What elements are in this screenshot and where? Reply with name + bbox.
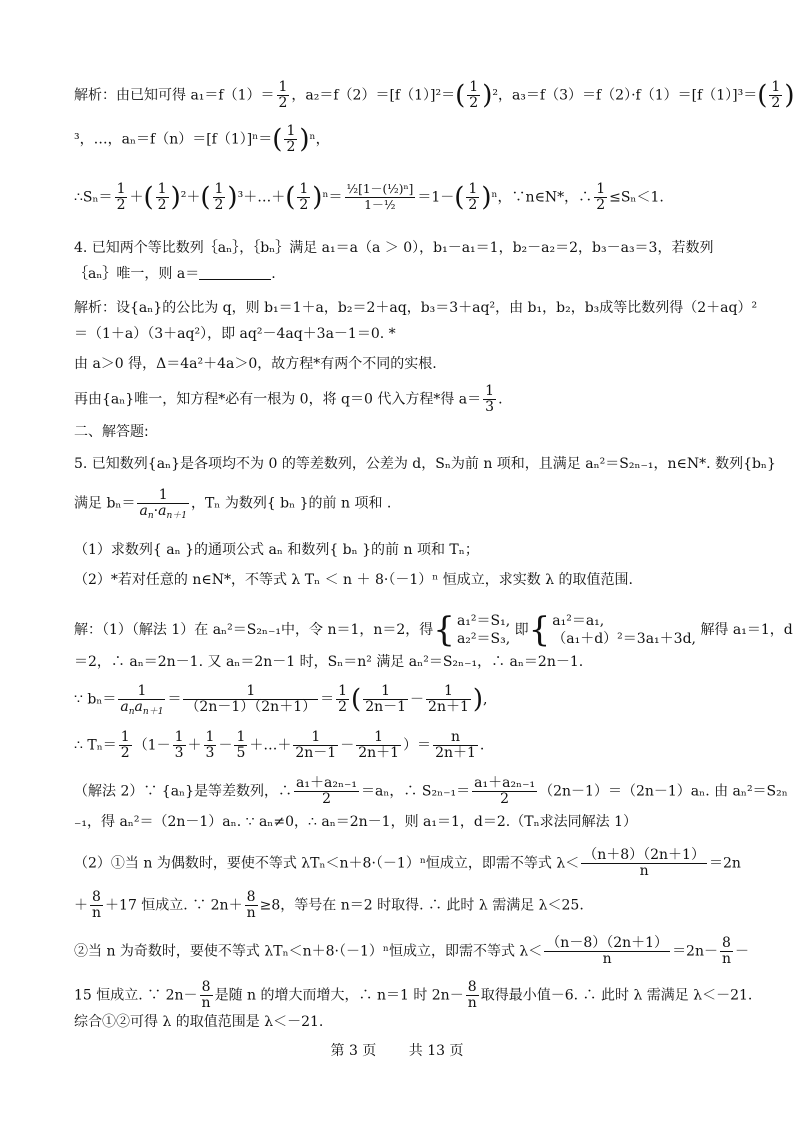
fraction-half: $\frac{1}{2}$ xyxy=(278,79,288,111)
q5-part2-even-line-1: （2）①当 n 为偶数时，要使不等式 λTₙ＜n＋8·（－1）ⁿ恒成立，即需不等式 λ＜ $\frac{(n+8)(2n+1)}{n}$ ＝2n xyxy=(74,847,741,879)
q4-solution-line-2: ＝（1＋a）（3＋aq²），即 aq²－4aq＋3a－1＝0. * xyxy=(74,326,396,342)
q5-solution-line-1: 解：（1）（解法 1）在 aₙ²＝S₂ₙ₋₁中，令 n＝1，n＝2，得{ a₁²＝S₁, a₂²＝S₃, 即{ a₁²＝a₁, （a₁＋d）²＝3a₁＋3d, 解得 a₁＝1，d xyxy=(74,610,793,650)
q4-solution-line-4: 再由{aₙ}唯一，知方程*必有一根为 0，将 q＝0 代入方程*得 a＝ $\frac{1}{3}$ . xyxy=(74,383,503,415)
q5-part2-odd-line-2: 15 恒成立. ∵ 2n－ $\frac{8}{n}$ 是随 n 的增大而增大，∴ n＝1 时 2n－ $\frac{8}{n}$ 取得最小值－6. ∴ 此时 λ 需满足 λ＜－21. xyxy=(74,979,753,1011)
section-heading: 二、解答题: xyxy=(74,424,149,440)
bn-fraction: $\frac{1}{a_n\cdot a_{n+1}}$ xyxy=(139,487,187,521)
q5-conclusion: 综合①②可得 λ 的取值范围是 λ＜－21. xyxy=(74,1014,324,1030)
q5-stem-line-2: 满足 bₙ＝ $\frac{1}{a_n\cdot a_{n+1}}$ ，Tₙ 为数列{ bₙ }的前 n 项和 . xyxy=(74,487,392,521)
equation-system-2: a₁²＝a₁, （a₁＋d）²＝3a₁＋3d, xyxy=(552,613,696,647)
q5-solution-line-2: ＝2，∴ aₙ＝2n－1. 又 aₙ＝2n－1 时，Sₙ＝n² 满足 aₙ²＝S₂ₙ₋₁，∴ aₙ＝2n－1. xyxy=(74,654,584,670)
q5-method-2-line-1: （解法 2）∵ {aₙ}是等差数列，∴ $\frac{\text{a₁＋a₂ₙ₋₁}}{2}$ ＝aₙ，∴ S₂ₙ₋₁＝ $\frac{\text{a₁＋a₂ₙ₋₁}}{2}$ （2n－1）＝（2n－1）aₙ. 由 aₙ²＝S₂ₙ xyxy=(74,775,788,807)
q3-solution-line-1: 解析：由已知可得 a₁＝f（1）＝ $\frac{1}{2}$ ，a₂＝f（2）＝[f（1）]²＝( $\frac{1}{2}$ )²，a₃＝f（3）＝f（2）·f（1）＝[f（1）]³＝( $\frac{1}{2}$ ) xyxy=(74,79,794,111)
q3-solution-line-2: ³，…，aₙ＝f（n）＝[f（1）]ⁿ＝( $\frac{1}{2}$ )ⁿ， xyxy=(74,123,330,155)
q5-solution-tn-line: ∴ Tₙ＝ $\frac{1}{2}$ （1－ $\frac{1}{3}$ ＋ $\frac{1}{3}$ － $\frac{1}{5}$ ＋…＋ $\frac{1}{2n-1}$ － $\frac{1}{2n+1}$ ）＝ $\frac{n}{2n+1}$ . xyxy=(74,729,485,761)
sum-fraction: $\frac{\text{½[1－(½)ⁿ]}}{\text{1－½}}$ xyxy=(346,182,414,212)
q4-solution-line-3: 由 a＞0 得，Δ＝4a²＋4a＞0，故方程*有两个不同的实根. xyxy=(74,356,437,372)
q5-part-1: （1）求数列{ aₙ }的通项公式 aₙ 和数列{ bₙ }的前 n 项和 Tₙ； xyxy=(74,542,479,558)
page-number: 第 3 页 xyxy=(330,1043,377,1059)
q3-solution-sum-line: ∴Sₙ＝ $\frac{1}{2}$ ＋( $\frac{1}{2}$ )²＋( $\frac{1}{2}$ )³＋…＋( $\frac{1}{2}$ )ⁿ＝ $\frac{\text{½[1－(½)ⁿ]}}{\text{1－½}}$ ＝1－( $\frac{1}{2}$ )ⁿ，∵n∈N*，∴ $\frac{1}{2}$ ≤Sₙ＜1. xyxy=(74,181,664,213)
q5-solution-bn-line: ∵ bₙ＝ $\frac{1}{a_na_{n+1}}$ ＝ $\frac{1}{(2n-1)(2n+1)}$ ＝ $\frac{1}{2}$ ( $\frac{1}{2n-1}$ － $\frac{1}{2n+1}$ ), xyxy=(74,683,488,717)
answer-blank xyxy=(199,265,271,280)
q5-part2-even-line-2: ＋ $\frac{8}{n}$ ＋17 恒成立. ∵ 2n＋ $\frac{8}{n}$ ≥8，等号在 n＝2 时取得. ∴ 此时 λ 需满足 λ＜25. xyxy=(74,889,584,921)
q5-part-2: （2）*若对任意的 n∈N*，不等式 λ Tₙ ＜ n ＋ 8·（－1）ⁿ 恒成立，求实数 λ 的取值范围. xyxy=(74,572,633,588)
q5-part2-odd-line-1: ②当 n 为奇数时，要使不等式 λTₙ＜n＋8·（－1）ⁿ恒成立，即需不等式 λ＜ $\frac{(n-8)(2n+1)}{n}$ ＝2n－ $\frac{8}{n}$ － xyxy=(74,935,750,967)
q5-stem-line-1: 5. 已知数列{aₙ}是各项均不为 0 的等差数列，公差为 d，Sₙ为前 n 项和，且满足 aₙ²＝S₂ₙ₋₁，n∈N*. 数列{bₙ} xyxy=(74,456,776,472)
q4-solution-line-1: 解析：设{aₙ}的公比为 q，则 b₁＝1＋a，b₂＝2＋aq，b₃＝3＋aq²，由 b₁，b₂，b₃成等比数列得（2＋aq）² xyxy=(74,300,758,316)
q5-method-2-line-2: ₋₁，得 aₙ²＝（2n－1）aₙ. ∵ aₙ≠0，∴ aₙ＝2n－1，则 a₁＝1，d＝2.（Tₙ求法同解法 1） xyxy=(74,814,637,830)
q4-stem-line-1: 4. 已知两个等比数列｛aₙ｝，｛bₙ｝满足 a₁＝a（a ＞ 0），b₁－a₁＝1，b₂－a₂＝2，b₃－a₃＝3，若数列 xyxy=(74,240,714,256)
page-footer xyxy=(0,1040,794,1060)
equation-system-1: a₁²＝S₁, a₂²＝S₃, xyxy=(456,613,511,647)
q4-stem-line-2: ｛aₙ｝唯一，则 a＝ . xyxy=(74,266,276,282)
page-total: 共 13 页 xyxy=(408,1043,464,1059)
